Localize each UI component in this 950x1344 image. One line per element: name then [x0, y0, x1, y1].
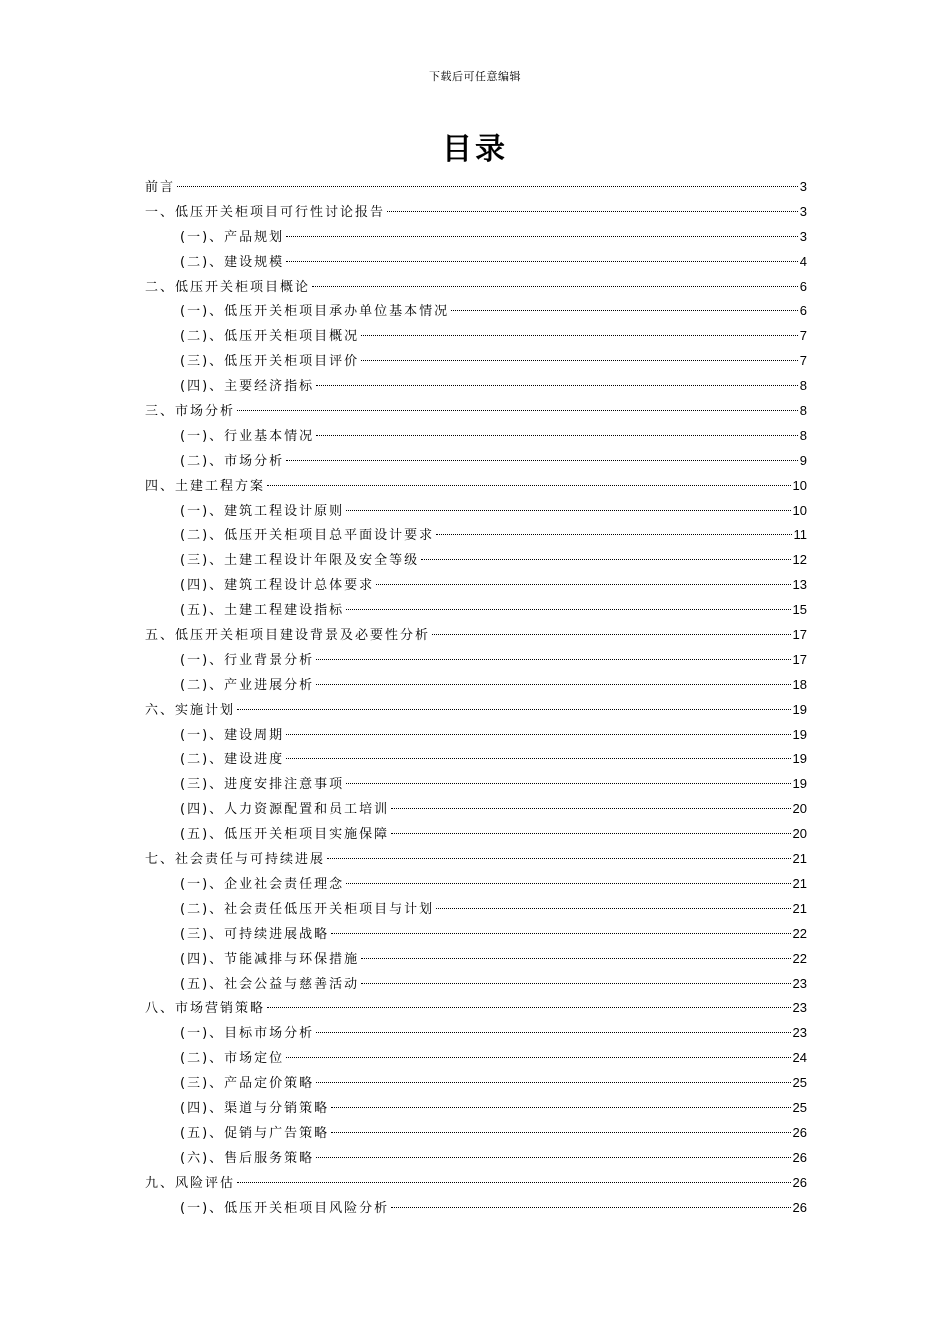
toc-entry-page: 6 — [799, 303, 807, 319]
toc-entry-page: 3 — [799, 179, 807, 194]
dot-leader — [237, 1182, 791, 1183]
dot-leader — [177, 186, 798, 187]
toc-entry-page: 25 — [792, 1099, 807, 1115]
dot-leader — [312, 286, 798, 287]
toc-entry[interactable] — [145, 299, 807, 324]
toc-entry-page: 7 — [799, 353, 807, 369]
toc-entry[interactable] — [145, 548, 807, 573]
toc-entry[interactable] — [145, 573, 807, 598]
toc-entry-text: (二)、市场定位 — [180, 1051, 285, 1067]
toc-entry[interactable] — [145, 349, 807, 374]
toc-entry[interactable] — [145, 424, 807, 449]
toc-entry-text: 八、市场营销策略 — [145, 1001, 266, 1017]
dot-leader — [391, 833, 790, 834]
toc-entry-text: (二)、低压开关柜项目总平面设计要求 — [180, 528, 435, 544]
dot-leader — [421, 559, 790, 560]
toc-entry[interactable] — [145, 797, 807, 822]
toc-entry[interactable] — [145, 250, 807, 275]
toc-entry[interactable] — [145, 972, 807, 997]
dot-leader — [316, 659, 790, 660]
toc-entry-text: (三)、土建工程设计年限及安全等级 — [180, 553, 420, 569]
toc-entry[interactable] — [145, 1046, 807, 1071]
toc-entry-text: (三)、低压开关柜项目评价 — [180, 354, 360, 370]
toc-entry[interactable] — [145, 200, 807, 225]
toc-entry-text: (一)、行业背景分析 — [180, 652, 315, 668]
toc-entry-page: 8 — [799, 378, 807, 394]
toc-entry-page: 21 — [792, 875, 807, 891]
dot-leader — [286, 236, 798, 237]
toc-entry[interactable] — [145, 1146, 807, 1171]
toc-entry-text: (一)、低压开关柜项目承办单位基本情况 — [180, 304, 450, 320]
toc-entry-text: (二)、建设规模 — [180, 254, 285, 270]
toc-entry-text: (一)、建筑工程设计原则 — [180, 503, 345, 519]
dot-leader — [316, 435, 798, 436]
dot-leader — [391, 808, 790, 809]
toc-entry-page: 19 — [792, 701, 807, 717]
toc-entry-page: 13 — [792, 577, 807, 593]
toc-entry-page: 23 — [792, 1000, 807, 1016]
dot-leader — [432, 634, 791, 635]
toc-entry-page: 9 — [799, 452, 807, 468]
toc-entry-text: (一)、产品规划 — [180, 229, 285, 245]
toc-entry-page: 21 — [792, 851, 807, 867]
toc-entry-page: 21 — [792, 900, 807, 916]
dot-leader — [316, 684, 790, 685]
dot-leader — [237, 709, 791, 710]
toc-entry-text: 二、低压开关柜项目概论 — [145, 279, 311, 295]
toc-entry[interactable] — [145, 399, 807, 424]
dot-leader — [286, 261, 798, 262]
toc-entry[interactable] — [145, 822, 807, 847]
toc-entry-text: (四)、节能减排与环保措施 — [180, 951, 360, 967]
toc-entry[interactable] — [145, 374, 807, 399]
toc-entry[interactable] — [145, 872, 807, 897]
toc-entry-page: 17 — [792, 627, 807, 643]
toc-entry-text: 前言 — [145, 180, 176, 195]
toc-entry-page: 19 — [792, 776, 807, 792]
toc-entry-page: 22 — [792, 925, 807, 941]
toc-entry[interactable] — [145, 499, 807, 524]
toc-entry-page: 22 — [792, 950, 807, 966]
toc-entry-text: (四)、人力资源配置和员工培训 — [180, 802, 390, 818]
dot-leader — [267, 485, 791, 486]
toc-entry-text: (一)、低压开关柜项目风险分析 — [180, 1200, 390, 1216]
dot-leader — [387, 211, 798, 212]
dot-leader — [286, 1057, 790, 1058]
toc-entry-page: 11 — [793, 527, 807, 543]
dot-leader — [376, 584, 790, 585]
toc-entry-text: (五)、社会公益与慈善活动 — [180, 976, 360, 992]
toc-entry-page: 23 — [792, 975, 807, 991]
dot-leader — [436, 908, 790, 909]
toc-entry[interactable] — [145, 598, 807, 623]
dot-leader — [361, 335, 798, 336]
dot-leader — [391, 1207, 790, 1208]
toc-entry[interactable] — [145, 673, 807, 698]
toc-entry-page: 26 — [792, 1174, 807, 1190]
toc-entry[interactable] — [145, 847, 807, 872]
toc-entry-page: 25 — [792, 1075, 807, 1091]
toc-entry-page: 3 — [799, 228, 807, 244]
toc-entry-text: (五)、低压开关柜项目实施保障 — [180, 827, 390, 843]
dot-leader — [237, 410, 798, 411]
toc-entry-text: (四)、渠道与分销策略 — [180, 1100, 330, 1116]
toc-entry-text: (六)、售后服务策略 — [180, 1150, 315, 1166]
toc-entry-page: 23 — [792, 1025, 807, 1041]
toc-entry[interactable] — [145, 225, 807, 250]
toc-entry-page: 26 — [792, 1199, 807, 1215]
toc-entry[interactable] — [145, 947, 807, 972]
toc-entry[interactable] — [145, 772, 807, 797]
toc-entry-page: 8 — [799, 403, 807, 419]
toc-entry-page: 10 — [792, 502, 807, 518]
dot-leader — [286, 758, 790, 759]
toc-entry-page: 24 — [792, 1050, 807, 1066]
toc-entry[interactable] — [145, 623, 807, 648]
toc-entry[interactable] — [145, 747, 807, 772]
toc-entry-text: (一)、行业基本情况 — [180, 428, 315, 444]
toc-entry-text: 四、土建工程方案 — [145, 478, 266, 494]
dot-leader — [361, 958, 790, 959]
toc-entry-page: 20 — [792, 826, 807, 842]
toc-entry-text: (二)、市场分析 — [180, 453, 285, 469]
toc-entry-text: (四)、主要经济指标 — [180, 379, 315, 395]
toc-entry-page: 19 — [792, 726, 807, 742]
dot-leader — [316, 385, 798, 386]
dot-leader — [331, 1132, 790, 1133]
header-note: 下载后可任意编辑 — [429, 70, 521, 83]
toc-entry[interactable] — [145, 449, 807, 474]
dot-leader — [436, 534, 791, 535]
toc-entry[interactable] — [145, 324, 807, 349]
dot-leader — [331, 933, 790, 934]
toc-entry-text: (二)、产业进展分析 — [180, 677, 315, 693]
dot-leader — [286, 734, 790, 735]
toc-entry-page: 3 — [799, 203, 807, 219]
toc-entry-text: (三)、产品定价策略 — [180, 1076, 315, 1092]
toc-entry-page: 26 — [792, 1149, 807, 1165]
toc-entry[interactable] — [145, 922, 807, 947]
dot-leader — [346, 783, 790, 784]
toc-entry-text: 五、低压开关柜项目建设背景及必要性分析 — [145, 628, 431, 644]
toc-entry-page: 8 — [799, 427, 807, 443]
dot-leader — [316, 1032, 790, 1033]
toc-title: 目录 — [442, 132, 508, 167]
toc-entry-page: 12 — [792, 552, 807, 568]
toc-entry[interactable] — [145, 1171, 807, 1196]
toc-entry-text: (五)、促销与广告策略 — [180, 1125, 330, 1141]
toc-entry-text: (二)、社会责任低压开关柜项目与计划 — [180, 901, 435, 917]
toc-entry[interactable] — [145, 723, 807, 748]
toc-entry[interactable] — [145, 523, 807, 548]
toc-entry-text: (三)、进度安排注意事项 — [180, 777, 345, 793]
toc-entry[interactable] — [145, 275, 807, 300]
toc-entry-page: 17 — [792, 651, 807, 667]
dot-leader — [327, 858, 791, 859]
toc-entry[interactable] — [145, 175, 807, 200]
toc-entry[interactable] — [145, 474, 807, 499]
toc-entry-text: 六、实施计划 — [145, 702, 236, 718]
toc-entry-text: (二)、低压开关柜项目概况 — [180, 329, 360, 345]
toc-entry[interactable] — [145, 996, 807, 1021]
toc-entry-text: 三、市场分析 — [145, 404, 236, 420]
dot-leader — [316, 1157, 790, 1158]
dot-leader — [316, 1082, 790, 1083]
toc-entry-page: 20 — [792, 801, 807, 817]
toc-entry-page: 6 — [799, 278, 807, 294]
toc-entry-page: 26 — [792, 1124, 807, 1140]
dot-leader — [286, 460, 798, 461]
toc-entry[interactable] — [145, 897, 807, 922]
toc-entry-page: 10 — [792, 477, 807, 493]
dot-leader — [346, 609, 790, 610]
dot-leader — [346, 510, 790, 511]
toc-entry-text: 一、低压开关柜项目可行性讨论报告 — [145, 204, 386, 220]
toc-entry[interactable] — [145, 648, 807, 673]
table-of-contents — [145, 175, 807, 1220]
toc-entry-text: (一)、企业社会责任理念 — [180, 876, 345, 892]
dot-leader — [267, 1007, 791, 1008]
toc-entry-page: 7 — [799, 328, 807, 344]
toc-entry-page: 15 — [792, 602, 807, 618]
toc-entry-text: (五)、土建工程建设指标 — [180, 603, 345, 619]
toc-entry[interactable] — [145, 1096, 807, 1121]
toc-entry[interactable] — [145, 1021, 807, 1046]
toc-entry-text: (一)、目标市场分析 — [180, 1026, 315, 1042]
toc-entry-text: (三)、可持续进展战略 — [180, 926, 330, 942]
dot-leader — [361, 983, 790, 984]
toc-entry-text: (二)、建设进度 — [180, 752, 285, 768]
toc-entry[interactable] — [145, 698, 807, 723]
toc-entry[interactable] — [145, 1071, 807, 1096]
toc-entry[interactable] — [145, 1196, 807, 1221]
toc-entry-text: 九、风险评估 — [145, 1175, 236, 1191]
dot-leader — [361, 360, 798, 361]
dot-leader — [331, 1107, 790, 1108]
toc-entry-page: 19 — [792, 751, 807, 767]
dot-leader — [451, 310, 798, 311]
toc-entry[interactable] — [145, 1121, 807, 1146]
toc-entry-text: (四)、建筑工程设计总体要求 — [180, 578, 375, 594]
toc-entry-page: 18 — [792, 676, 807, 692]
toc-entry-text: (一)、建设周期 — [180, 727, 285, 743]
dot-leader — [346, 883, 790, 884]
toc-entry-text: 七、社会责任与可持续进展 — [145, 852, 326, 868]
toc-entry-page: 4 — [799, 253, 807, 269]
